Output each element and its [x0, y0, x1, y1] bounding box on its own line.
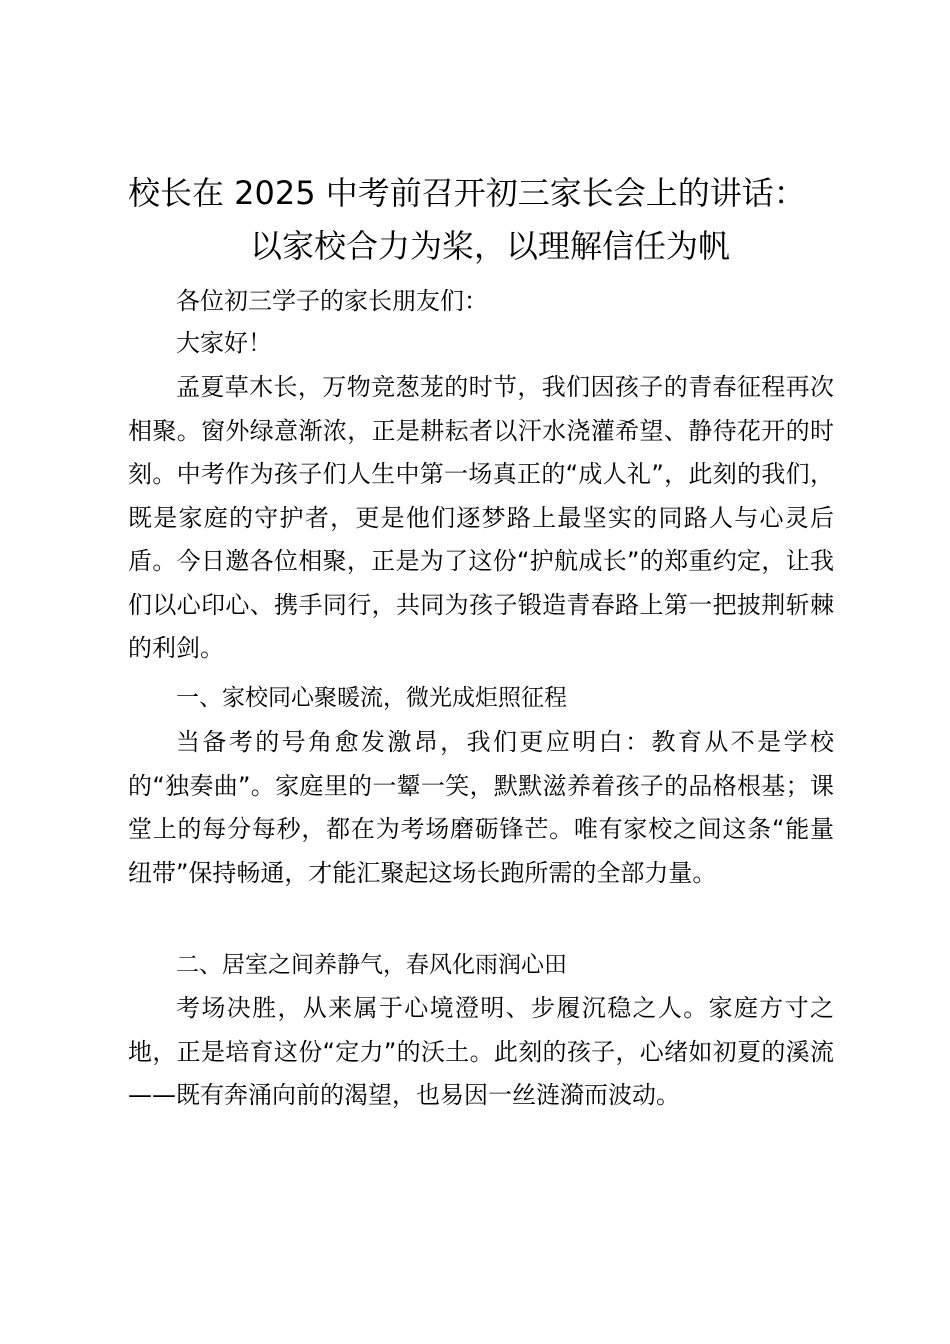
greeting: 大家好！ — [176, 329, 272, 357]
intro-paragraph: 孟夏草木长，万物竞葱茏的时节，我们因孩子的青春征程再次相聚。窗外绿意渐浓，正是耕耘者以汗水浇灌希望、静待花开的时刻。中考作为孩子们人生中第一场真正的“成人礼”，此刻的我们，既是家庭的守护者，更是他们逐梦路上最坚实的同路人与心灵后盾。今日邀各位相聚，正是为了这份“护航成长”的郑重约定，让我们以心印心、携手同行，共同为孩子锻造青春路上第一把披荆斩棘的利剑。 — [128, 373, 834, 662]
title-line-2: 以家校合力为桨，以理解信任为帆 — [249, 227, 730, 265]
salutation: 各位初三学子的家长朋友们： — [176, 287, 488, 315]
section-2-heading: 二、居室之间养静气，春风化雨润心田 — [176, 952, 567, 978]
section-2-paragraph: 考场决胜，从来属于心境澄明、步履沉稳之人。家庭方寸之地，正是培育这份“定力”的沃土。此刻的孩子，心绪如初夏的溪流——既有奔涌向前的渴望，也易因一丝涟漪而波动。 — [128, 994, 834, 1109]
section-1-heading: 一、家校同心聚暖流，微光成炬照征程 — [176, 685, 567, 711]
title-line-1: 校长在 2025 中考前召开初三家长会上的讲话： — [128, 174, 806, 212]
section-1-paragraph: 当备考的号角愈发激昂，我们更应明白：教育从不是学校的“独奏曲”。家庭里的一颦一笑，默默滋养着孩子的品格根基；课堂上的每分每秒，都在为考场磨砺锋芒。唯有家校之间这条“能量纽带”保持畅通，才能汇聚起这场长跑所需的全部力量。 — [128, 728, 834, 887]
